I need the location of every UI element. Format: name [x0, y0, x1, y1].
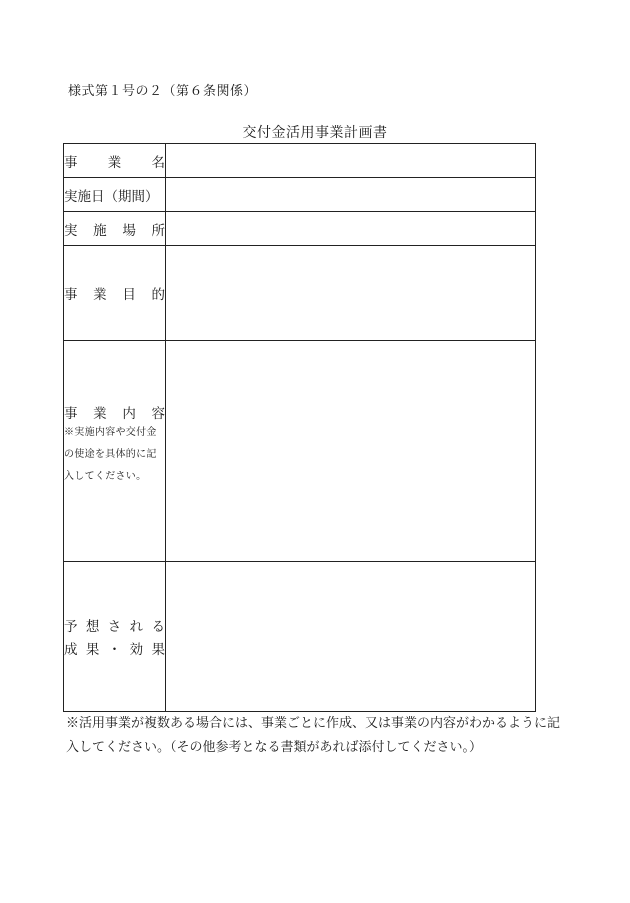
char: さ	[107, 619, 122, 635]
char: 事	[64, 287, 78, 303]
field-expected[interactable]	[166, 562, 536, 712]
field-project-name[interactable]	[166, 144, 536, 178]
char: 場	[122, 222, 136, 239]
char: 施	[93, 222, 107, 239]
label-content	[64, 341, 166, 562]
label-project-name	[64, 144, 166, 178]
char: 容	[151, 406, 165, 422]
label-period	[64, 178, 166, 212]
char: れ	[129, 619, 144, 635]
char: 内	[122, 406, 136, 422]
char: 事	[64, 154, 78, 171]
label-location	[64, 212, 166, 246]
footnote: ※活用事業が複数ある場合には、事業ごとに作成、又は事業の内容がわかるように記入してください。（その他参考となる書類があれば添付してください。）	[66, 716, 561, 755]
char: 目	[122, 287, 136, 303]
label-expected	[64, 562, 166, 712]
char: 的	[151, 287, 165, 303]
char: 成	[64, 642, 78, 658]
char: 業	[93, 406, 107, 422]
row-content	[64, 341, 536, 562]
field-period[interactable]	[166, 178, 536, 212]
char: 実	[64, 222, 78, 239]
plan-table	[63, 143, 536, 712]
field-purpose[interactable]	[166, 246, 536, 341]
row-location	[64, 212, 536, 246]
char: 事	[64, 406, 78, 422]
char: 業	[107, 154, 122, 171]
row-purpose	[64, 246, 536, 341]
char: 業	[93, 287, 107, 303]
char: る	[151, 619, 165, 635]
row-expected	[64, 562, 536, 712]
char: 果	[85, 642, 100, 658]
label-text: 実施日（期間）	[64, 188, 159, 205]
char: 効	[129, 642, 144, 658]
form-code: 様式第１号の２（第６条関係）	[68, 84, 258, 99]
char: 想	[85, 619, 100, 635]
field-content[interactable]	[166, 341, 536, 562]
row-period	[64, 178, 536, 212]
char: 名	[151, 154, 165, 171]
char: ・	[107, 642, 122, 658]
document-title: 交付金活用事業計画書	[242, 125, 388, 141]
field-location[interactable]	[166, 212, 536, 246]
char: 果	[151, 642, 165, 658]
label-purpose	[64, 246, 166, 341]
char: 予	[64, 619, 78, 635]
row-project-name	[64, 144, 536, 178]
content-note: ※実施内容や交付金の使途を具体的に記入してください。	[64, 427, 157, 482]
char: 所	[151, 222, 165, 239]
